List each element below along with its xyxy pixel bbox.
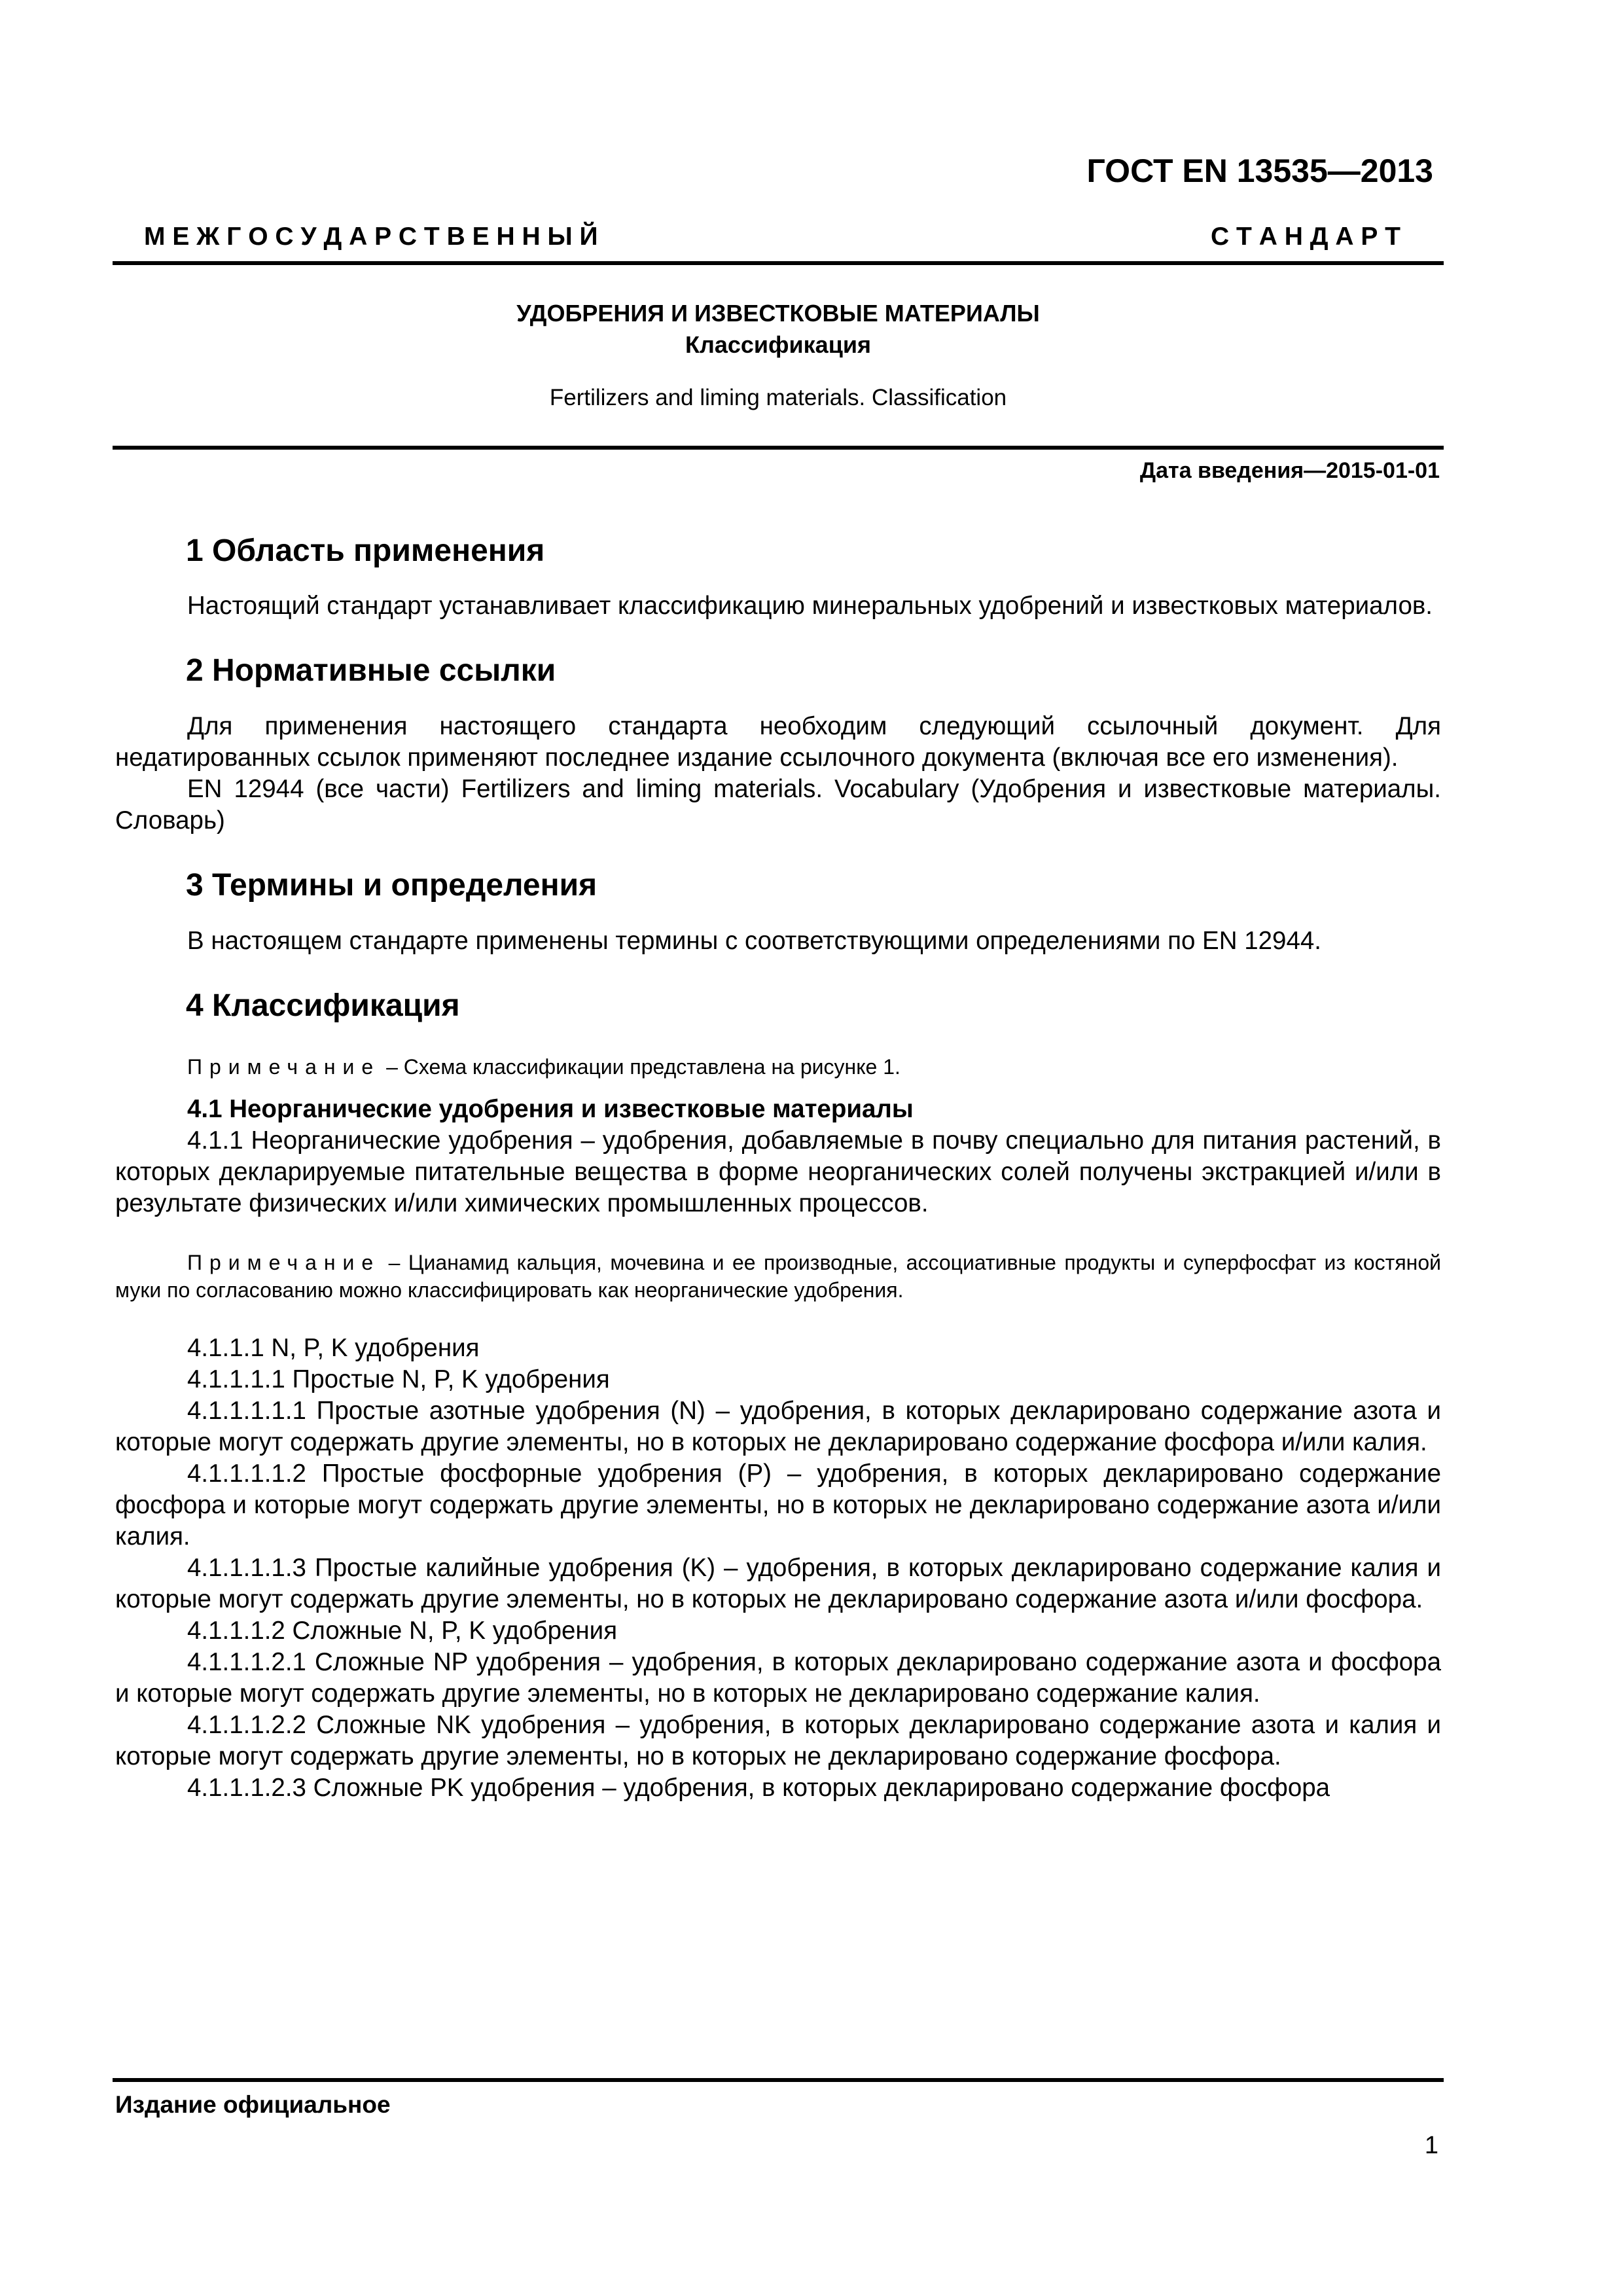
paragraph: Настоящий стандарт устанавливает классификацию минеральных удобрений и известковых материалов.	[187, 592, 1433, 620]
paragraph: Для применения настоящего стандарта необходим следующий ссылочный документ. Для недатированных ссылок применяют последнее издание ссылочного документа (включая все его изменения).	[115, 712, 1441, 772]
title-divider	[113, 446, 1444, 450]
paragraph: 4.1.1.1.2.3 Сложные PK удобрения – удобрения, в которых декларировано содержание фосфора	[187, 1774, 1330, 1802]
section-heading-scope: 1 Область применения	[186, 533, 545, 568]
paragraph: 4.1.1.1.1 Простые N, P, K удобрения	[187, 1365, 610, 1393]
document-body	[115, 531, 1441, 1804]
title-main: УДОБРЕНИЯ И ИЗВЕСТКОВЫЕ МАТЕРИАЛЫ	[516, 300, 1040, 327]
document-title-en: Fertilizers and liming materials. Classification	[549, 385, 1007, 410]
header-divider	[113, 261, 1444, 265]
page-number: 1	[1424, 2132, 1438, 2159]
official-edition-label: Издание официальное	[115, 2091, 391, 2118]
standard-word: С Т А Н Д А Р Т	[1211, 223, 1400, 251]
note	[115, 1053, 1441, 1081]
subsection-heading: 4.1 Неорганические удобрения и известковые материалы	[187, 1095, 914, 1123]
note-text: – Схема классификации представлена на рисунке 1.	[380, 1055, 901, 1079]
standard-number: ГОСТ EN 13535—2013	[1086, 152, 1433, 189]
paragraph: 4.1.1.1.2.1 Сложные NP удобрения – удобрения, в которых декларировано содержание азота и фосфора и которые могут содержать другие элементы, но в которых не декларировано содержание калия.	[115, 1648, 1441, 1708]
interstate-word: М Е Ж Г О С У Д А Р С Т В Е Н Н Ы Й	[144, 223, 598, 251]
section-heading-references: 2 Нормативные ссылки	[186, 653, 556, 688]
section-heading-classification: 4 Классификация	[186, 988, 460, 1023]
note-label: Примечание	[187, 1251, 381, 1274]
note-label: Примечание	[187, 1055, 381, 1079]
paragraph: 4.1.1.1 N, P, K удобрения	[187, 1334, 480, 1362]
paragraph: 4.1.1.1.2 Сложные N, P, K удобрения	[187, 1617, 618, 1645]
effective-date: Дата введения—2015-01-01	[1139, 458, 1440, 483]
paragraph: EN 12944 (все части) Fertilizers and liming materials. Vocabulary (Удобрения и известковые материалы. Словарь)	[115, 775, 1441, 834]
paragraph: 4.1.1.1.1.3 Простые калийные удобрения (K) – удобрения, в которых декларировано содержание калия и которые могут содержать другие элементы, но в которых не декларировано содержание азота и/или фосфора.	[115, 1554, 1441, 1613]
section-heading-terms: 3 Термины и определения	[186, 868, 597, 903]
interstate-standard-banner	[144, 223, 1400, 251]
footer-divider	[113, 2078, 1444, 2082]
paragraph: 4.1.1.1.2.2 Сложные NK удобрения – удобрения, в которых декларировано содержание азота и калия и которые могут содержать другие элементы, но в которых не декларировано содержание фосфора.	[115, 1711, 1441, 1770]
note	[115, 1249, 1441, 1304]
paragraph: 4.1.1.1.1.2 Простые фосфорные удобрения (P) – удобрения, в которых декларировано содержание фосфора и которые могут содержать другие элементы, но в которых не декларировано содержание азота и/или калия.	[115, 1460, 1441, 1551]
title-sub: Классификация	[685, 331, 871, 358]
document-title-ru	[113, 298, 1444, 361]
paragraph: В настоящем стандарте применены термины с соответствующими определениями по EN 12944.	[187, 927, 1321, 955]
paragraph: 4.1.1 Неорганические удобрения – удобрения, добавляемые в почву специально для питания растений, в которых декларируемые питательные вещества в форме неорганических солей получены экстракцией и/или в результате физических и/или химических промышленных процессов.	[115, 1126, 1441, 1217]
note-text: – Цианамид кальция, мочевина и ее производные, ассоциативные продукты и суперфосфат из костяной муки по согласованию можно классифицировать как неорганические удобрения.	[115, 1251, 1441, 1302]
paragraph: 4.1.1.1.1.1 Простые азотные удобрения (N) – удобрения, в которых декларировано содержание азота и которые могут содержать другие элементы, но в которых не декларировано содержание фосфора и/или калия.	[115, 1397, 1441, 1456]
